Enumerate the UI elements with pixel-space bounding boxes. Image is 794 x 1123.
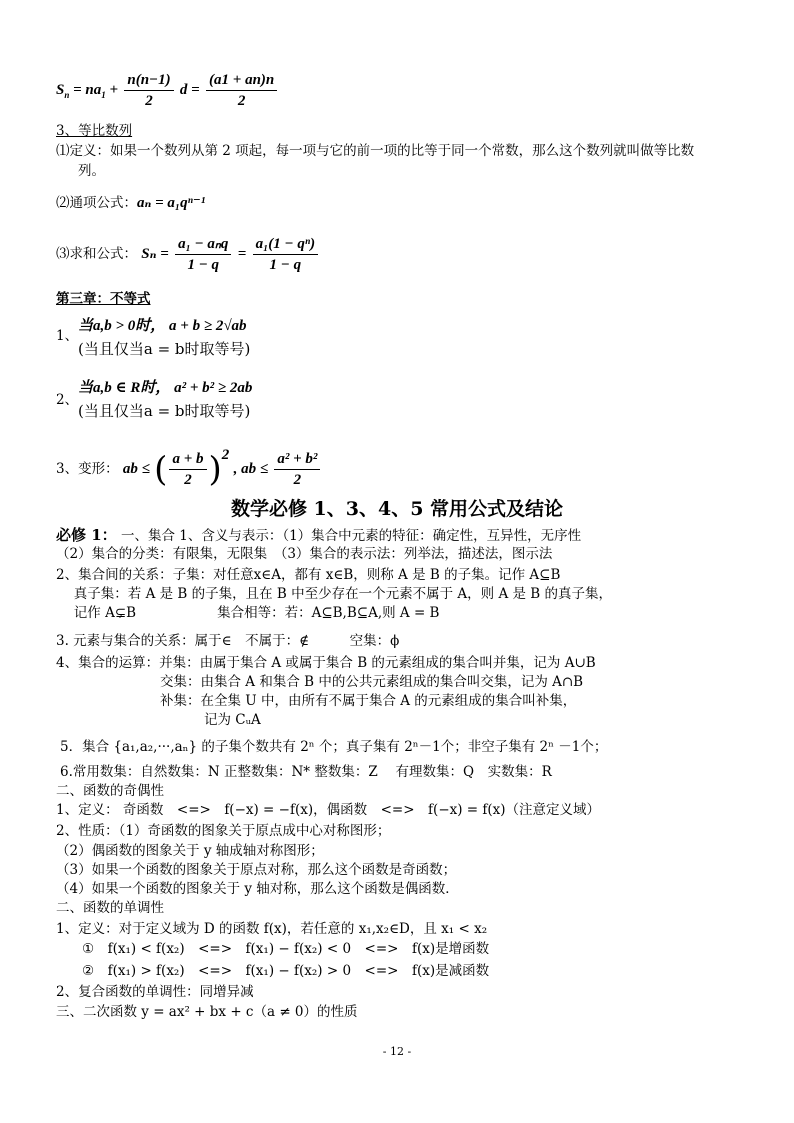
line-10: 记为 CᵤA	[204, 712, 261, 728]
line-9: 补集：在全集 U 中，由所有不属于集合 A 的元素组成的集合叫补集，	[160, 693, 577, 709]
inequality-item-1-line2: (当且仅当a = b时取等号)	[78, 340, 251, 358]
inequality-item-2-line2: (当且仅当a = b时取等号)	[78, 402, 251, 420]
line-4: 真子集：若 A 是 B 的子集，且在 B 中至少存在一个元素不属于 A，则 A 是 B 的真子集，	[56, 586, 613, 602]
inequality-item-3: 3、变形： ab ≤ ( $\frac{a + b}{2}$ )$^2$ , ab ≤ $\frac{\text{a² + b²}}{2}$	[56, 446, 322, 490]
line-16: （2）偶函数的图象关于 y 轴成轴对称图形；	[56, 843, 324, 859]
line-13: 二、函数的奇偶性	[56, 783, 164, 799]
line-22: ② f(x₁) > f(x₂) <=> f(x₁) − f(x₂) > 0 <=> f(x)是减函数	[82, 963, 490, 979]
geometric-definition-cont: 列。	[78, 163, 105, 179]
inequality-heading: 第三章：不等式	[56, 291, 151, 307]
geometric-definition: ⑴定义：如果一个数列从第 2 项起，每一项与它的前一项的比等于同一个常数，那么这个数列就叫做等比数	[56, 143, 695, 159]
geometric-general-term: ⑵通项公式：aₙ = a₁qⁿ⁻¹	[56, 195, 206, 211]
line-20: 1、定义：对于定义域为 D 的函数 f(x)，若任意的 x₁,x₂∈D，且 x₁ < x₂	[56, 921, 488, 937]
line-5: 记作 A⊊B 集合相等：若：A⊆B,B⊆A,则 A = B	[56, 605, 440, 621]
line-24: 三、二次函数 y = ax² + bx + c（a ≠ 0）的性质	[56, 1004, 358, 1020]
inequality-item-2-line1: 当a,b ∈ R时， a² + b² ≥ 2ab	[78, 380, 253, 396]
section-title: 数学必修 1、3、4、5 常用公式及结论	[230, 498, 564, 520]
line-6: 3. 元素与集合的关系：属于∈ 不属于：∉ 空集：ϕ	[56, 633, 400, 649]
line-12: 6.常用数集：自然数集：N 正整数集：N* 整数集：Z 有理数集：Q 实数集：R	[60, 764, 552, 780]
line-23: 2、复合函数的单调性：同增异减	[56, 984, 254, 1000]
line-18: （4）如果一个函数的图象关于 y 轴对称，那么这个函数是偶函数．	[56, 881, 459, 897]
arithmetic-sum-formula: $S_n = na_1$ + $\frac{n(n-1)}{2}$ d = $\frac{(a1 + an)n}{2}$	[56, 70, 279, 111]
line-8: 交集：由集合 A 和集合 B 中的公共元素组成的集合叫交集，记为 A∩B	[160, 674, 584, 690]
line-15: 2、性质：（1）奇函数的图象关于原点成中心对称图形；	[56, 823, 391, 839]
line-7: 4、集合的运算：并集：由属于集合 A 或属于集合 B 的元素组成的集合叫并集，记为 A∪B	[56, 655, 596, 671]
inequality-item-1-num: 1、	[56, 328, 79, 344]
line-11: 5．集合 {a₁,a₂,···,aₙ} 的子集个数共有 2ⁿ 个；真子集有 2ⁿ－1个；非空子集有 2ⁿ －1个；	[60, 739, 608, 755]
line-1: 必修 1： 一、集合 1、含义与表示：（1）集合中元素的特征：确定性，互异性，无序性	[56, 526, 582, 544]
inequality-item-2-num: 2、	[56, 392, 79, 408]
page-number: - 12 -	[382, 1045, 412, 1058]
line-2: （2）集合的分类：有限集，无限集 （3）集合的表示法：列举法，描述法，图示法	[56, 546, 553, 562]
line-17: （3）如果一个函数的图象关于原点对称，那么这个函数是奇函数；	[56, 862, 457, 878]
geometric-heading: 3、等比数列	[56, 123, 133, 139]
line-3: 2、集合间的关系：子集：对任意x∈A，都有 x∈B，则称 A 是 B 的子集。记作 A⊆B	[56, 567, 561, 583]
geometric-sum-formula: ⑶求和公式： Sₙ = $\frac{\text{a₁ − aₙq}}{1 - q}$ = $\frac{\text{a₁(1 − qⁿ)}}{1 - q}$	[56, 234, 320, 275]
inequality-item-1-line1: 当a,b > 0时， a + b ≥ 2√ab	[78, 318, 247, 334]
line-21: ① f(x₁) < f(x₂) <=> f(x₁) − f(x₂) < 0 <=> f(x)是增函数	[82, 941, 490, 957]
line-14: 1、定义： 奇函数 <=> f(−x) = −f(x)，偶函数 <=> f(−x) = f(x)（注意定义域）	[56, 802, 601, 818]
line-19: 二、函数的单调性	[56, 900, 164, 916]
